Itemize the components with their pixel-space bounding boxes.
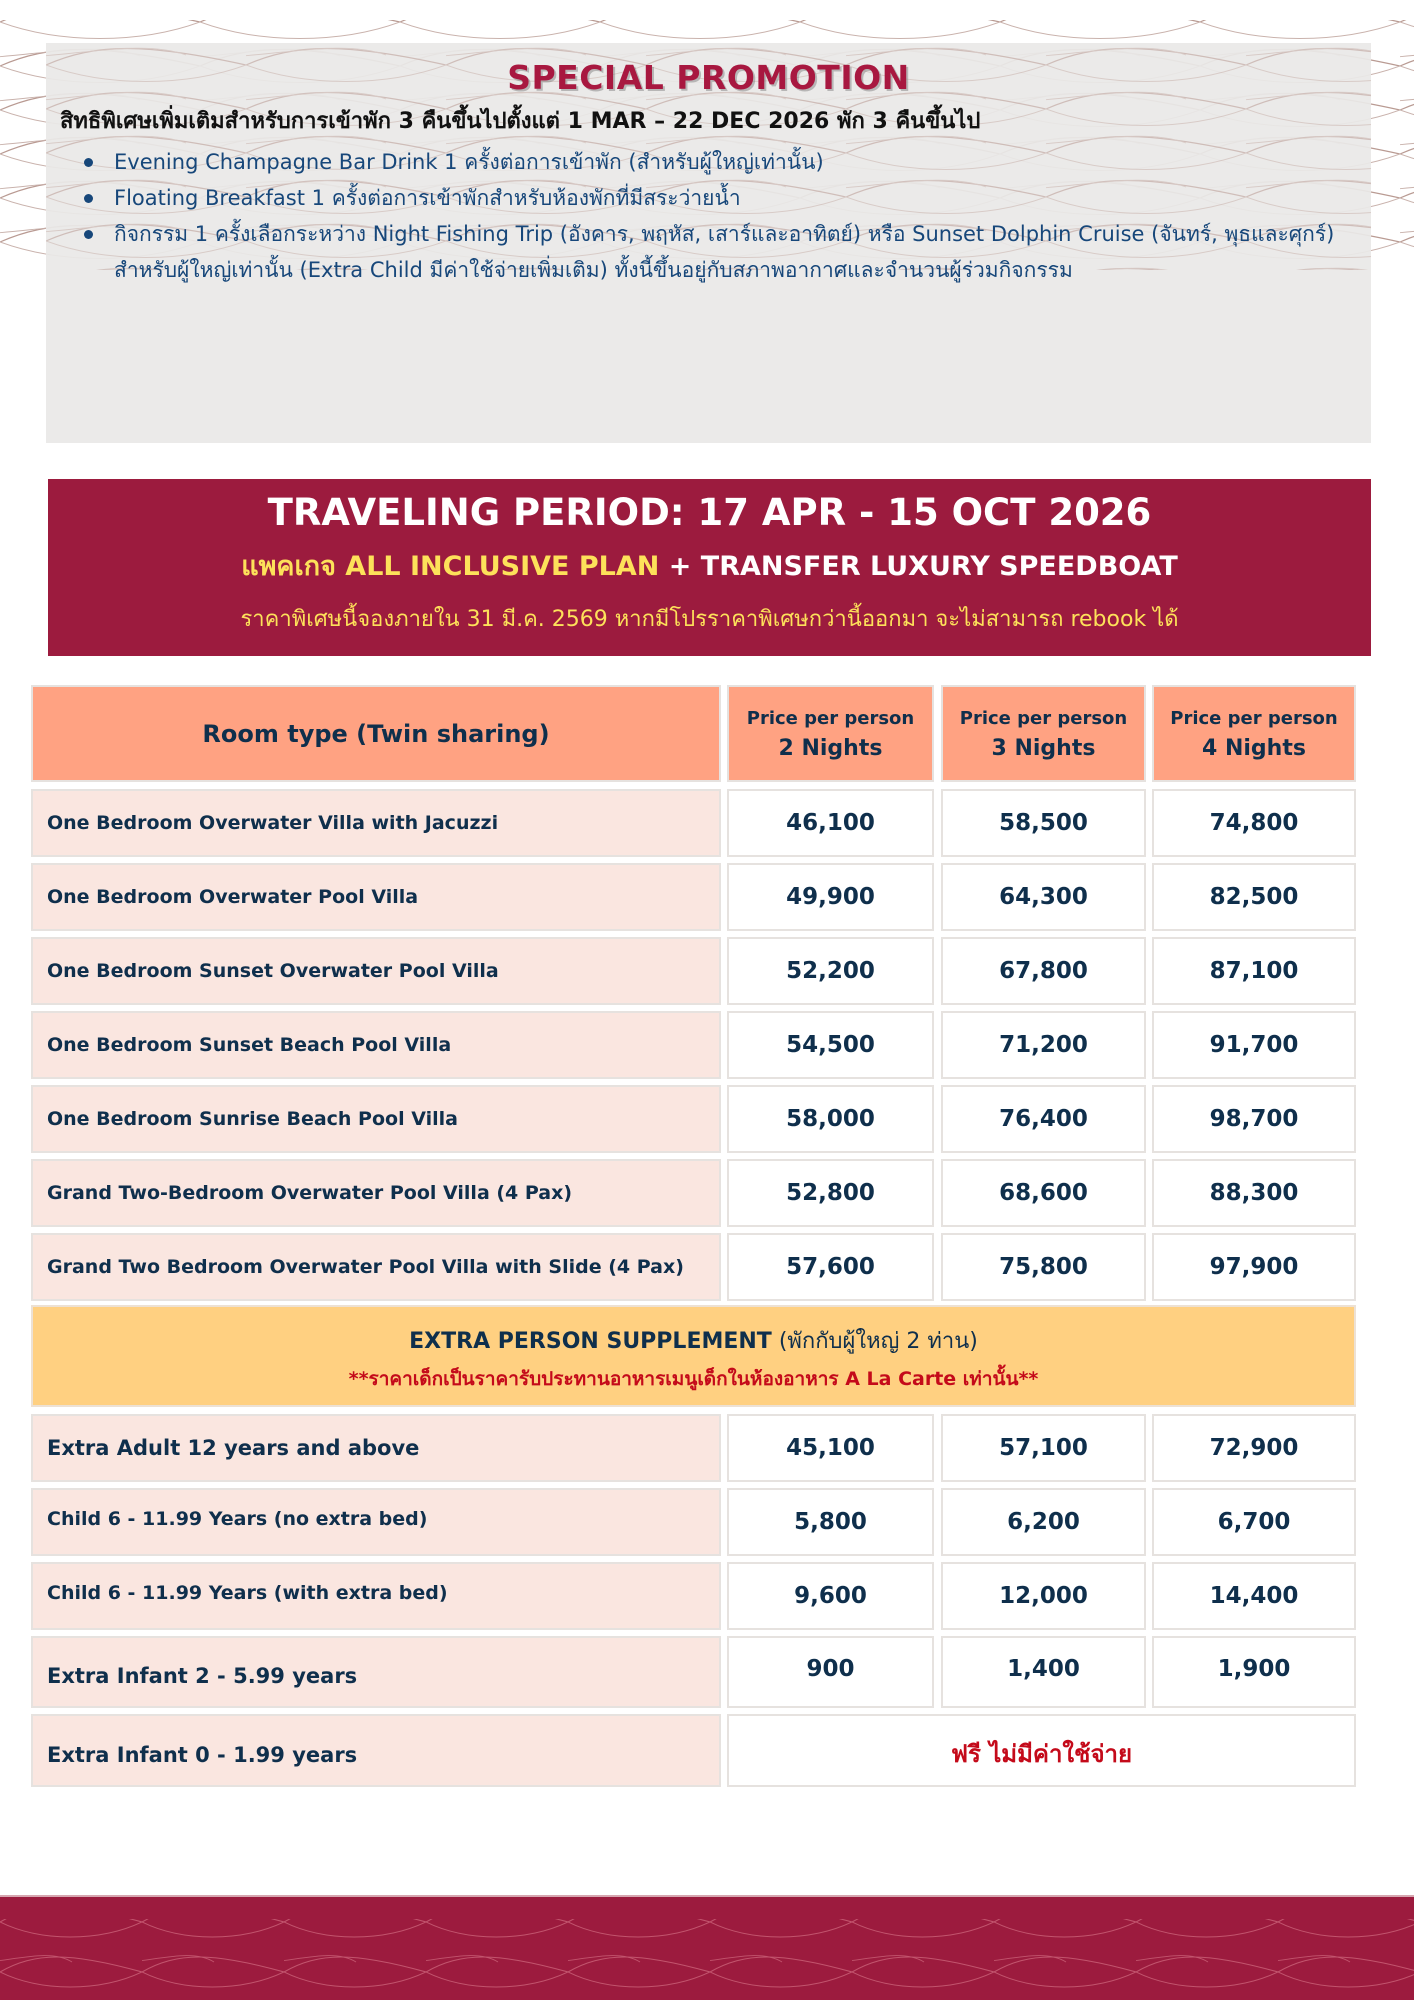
benefit-item: Floating Breakfast 1 ครั้งต่อการเข้าพักสำหรับห้องพักที่มีสระว่ายน้ำ: [68, 180, 1371, 216]
table-row: [31, 1159, 1356, 1227]
price-4-nights: 91,700: [1209, 1032, 1299, 1058]
package-title: [48, 544, 1371, 587]
price-2-nights: 58,000: [786, 1106, 875, 1132]
benefit-item: กิจกรรม 1 ครั้งเลือกระหว่าง Night Fishing Trip (อังคาร, พฤหัส, เสาร์และอาทิตย์) หรือ Sunset Dolphin Cruise (จันทร์, พุธและศุกร์) สำหรับผู้ใหญ่เท่านั้น (Extra Child มีค่าใช้จ่ายเพิ่มเติม) ทั้งนี้ขึ้นอยู่กับสภาพอากาศและจำนวนผู้ร่วมกิจกรรม: [68, 216, 1371, 288]
table-row: [31, 1488, 1356, 1556]
price-4-nights: 72,900: [1209, 1435, 1299, 1461]
price-2-nights: 9,600: [794, 1583, 867, 1609]
guest-type: Child 6 - 11.99 Years (no extra bed): [47, 1508, 428, 1530]
price-3-nights: 68,600: [999, 1180, 1088, 1206]
guest-type: Child 6 - 11.99 Years (with extra bed): [47, 1582, 448, 1604]
table-row: [31, 1562, 1356, 1630]
table-row: [31, 1714, 1356, 1787]
price-3-nights: 57,100: [999, 1435, 1088, 1461]
price-3-nights: 12,000: [999, 1583, 1088, 1609]
table-row: [31, 937, 1356, 1005]
table-row: [31, 863, 1356, 931]
guest-type: Extra Adult 12 years and above: [47, 1436, 420, 1460]
promotion-title: SPECIAL PROMOTION: [507, 58, 910, 97]
price-3-nights: 58,500: [999, 810, 1088, 836]
price-2-nights: 900: [806, 1656, 855, 1682]
price-3-nights: 1,400: [1007, 1656, 1080, 1682]
room-name: One Bedroom Sunset Beach Pool Villa: [47, 1034, 452, 1056]
room-name: One Bedroom Sunrise Beach Pool Villa: [47, 1108, 458, 1130]
price-2-nights: 49,900: [786, 884, 875, 910]
traveling-period-title: TRAVELING PERIOD: 17 APR - 15 OCT 2026: [267, 491, 1152, 534]
price-3-nights: 67,800: [999, 958, 1088, 984]
price-3-nights: 6,200: [1007, 1509, 1080, 1535]
table-row: [31, 1233, 1356, 1301]
price-4-nights: 88,300: [1209, 1180, 1299, 1206]
price-2-nights: 52,200: [786, 958, 875, 984]
price-4-nights: 87,100: [1209, 958, 1299, 984]
price-4-nights: 82,500: [1209, 884, 1299, 910]
price-2-nights: 57,600: [786, 1254, 875, 1280]
supplement-title-thai: (พักกับผู้ใหญ่ 2 ท่าน): [771, 1329, 978, 1354]
price-2-nights: 5,800: [794, 1509, 867, 1535]
price-2-nights: 45,100: [786, 1435, 875, 1461]
price-4-nights: 1,900: [1217, 1656, 1291, 1682]
price-3-nights: 76,400: [999, 1106, 1088, 1132]
table-row: [31, 1085, 1356, 1153]
price-4-nights: 74,800: [1209, 810, 1299, 836]
room-name: One Bedroom Sunset Overwater Pool Villa: [47, 960, 499, 982]
bullet-icon: [84, 230, 93, 239]
header-4-nights: Price per person 4 Nights: [1152, 685, 1356, 782]
guest-type: Extra Infant 2 - 5.99 years: [47, 1664, 358, 1688]
footer-band: [0, 1895, 1414, 2000]
room-name: Grand Two-Bedroom Overwater Pool Villa (4 Pax): [47, 1182, 573, 1204]
table-row: [31, 1011, 1356, 1079]
table-row: [31, 789, 1356, 857]
header-3-nights: Price per person 3 Nights: [941, 685, 1146, 782]
room-name: One Bedroom Overwater Pool Villa: [47, 886, 419, 908]
price-2-nights: 52,800: [786, 1180, 875, 1206]
table-row: [31, 1636, 1356, 1708]
supplement-title: EXTRA PERSON SUPPLEMENT: [409, 1329, 772, 1354]
booking-deadline-note: ราคาพิเศษนี้จองภายใน 31 มี.ค. 2569 หากมีโปรราคาพิเศษกว่านี้ออกมา จะไม่สามารถ rebook ได้: [240, 607, 1179, 632]
package-transfer: TRANSFER LUXURY SPEEDBOAT: [700, 551, 1178, 582]
benefit-item: Evening Champagne Bar Drink 1 ครั้งต่อการเข้าพัก (สำหรับผู้ใหญ่เท่านั้น): [68, 144, 1371, 180]
guest-type: Extra Infant 0 - 1.99 years: [47, 1743, 358, 1767]
promotion-subtitle: สิทธิพิเศษเพิ่มเติมสำหรับการเข้าพัก 3 คืนขึ้นไปตั้งแต่ 1 MAR – 22 DEC 2026 พัก 3 คืนขึ้นไป: [60, 109, 981, 134]
room-name: Grand Two Bedroom Overwater Pool Villa with Slide (4 Pax): [47, 1256, 684, 1278]
bullet-icon: [84, 194, 93, 203]
price-3-nights: 75,800: [999, 1254, 1088, 1280]
price-3-nights: 64,300: [999, 884, 1088, 910]
table-row: [31, 1414, 1356, 1482]
promotion-benefits-list: [68, 144, 1371, 288]
promotion-content: [46, 43, 1371, 288]
package-plan-name: แพคเกจ ALL INCLUSIVE PLAN: [241, 551, 660, 582]
free-of-charge-label: ฟรี ไม่มีค่าใช้จ่าย: [950, 1740, 1133, 1768]
header-room-type: Room type (Twin sharing): [31, 685, 721, 782]
package-plus: +: [659, 551, 701, 582]
price-3-nights: 71,200: [999, 1032, 1088, 1058]
traveling-period-banner: [48, 479, 1371, 656]
price-4-nights: 14,400: [1209, 1583, 1299, 1609]
price-4-nights: 97,900: [1209, 1254, 1299, 1280]
header-2-nights: Price per person 2 Nights: [727, 685, 934, 782]
table-header-row: [31, 685, 1356, 782]
price-4-nights: 6,700: [1217, 1509, 1291, 1535]
price-2-nights: 46,100: [786, 810, 875, 836]
room-name: One Bedroom Overwater Villa with Jacuzzi: [47, 812, 499, 834]
price-2-nights: 54,500: [786, 1032, 875, 1058]
price-4-nights: 98,700: [1209, 1106, 1299, 1132]
wave-pattern-decoration: [0, 1897, 1414, 2000]
supplement-child-note: **ราคาเด็กเป็นราคารับประทานอาหารเมนูเด็กในห้องอาหาร A La Carte เท่านั้น**: [348, 1368, 1039, 1390]
bullet-icon: [84, 158, 93, 167]
extra-person-supplement-header: [31, 1305, 1356, 1407]
